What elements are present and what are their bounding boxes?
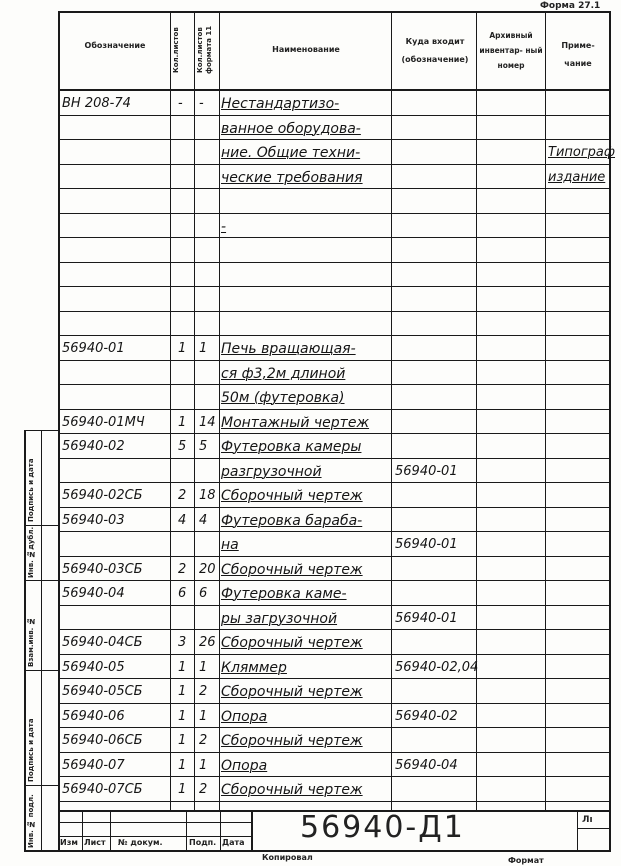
- stamp-col-4: [220, 810, 221, 850]
- row-line: [58, 727, 611, 728]
- row-sheets: 3: [178, 635, 187, 650]
- row-where: 56940-01: [395, 537, 458, 552]
- row-sheets: -: [178, 96, 183, 111]
- row-designation: 56940-05СБ: [62, 684, 143, 699]
- row-name: на: [221, 537, 239, 553]
- row-designation: 56940-02СБ: [62, 488, 143, 503]
- stamp-dokum: № докум.: [118, 838, 163, 847]
- header-sheets-count: Кол.листов: [172, 27, 180, 73]
- side-strip-sep-4: [24, 785, 58, 786]
- row-format: 2: [199, 733, 208, 748]
- side-label-podpis-data-bottom: Подпись и дата: [27, 718, 35, 782]
- stamp-list: Лист: [84, 838, 106, 847]
- row-name: ческие требования: [221, 170, 363, 186]
- stamp-col-1: [82, 810, 83, 850]
- row-note: издание: [548, 170, 606, 185]
- row-line: [58, 654, 611, 655]
- row-line: [58, 409, 611, 410]
- side-strip-sep-1: [24, 525, 58, 526]
- col-sep-5: [476, 11, 477, 811]
- row-line: [58, 311, 611, 312]
- stamp-mid-1: [58, 822, 252, 823]
- row-sheets: 1: [178, 709, 187, 724]
- row-name: Кляммер: [221, 660, 287, 676]
- stamp-col-2: [110, 810, 111, 850]
- row-name: -: [221, 219, 227, 235]
- row-designation: 56940-02: [62, 439, 125, 454]
- row-name: Сборочный чертеж: [221, 488, 363, 504]
- row-line: [58, 703, 611, 704]
- row-name: ры загрузочной: [221, 611, 338, 627]
- row-line: [58, 458, 611, 459]
- side-label-inv-dubl: Инв. №дубл.: [27, 526, 35, 578]
- row-line: [58, 752, 611, 753]
- row-format: 14: [199, 415, 216, 430]
- row-designation: 56940-05: [62, 660, 125, 675]
- header-line: [58, 89, 611, 91]
- row-format: 2: [199, 782, 208, 797]
- row-designation: 56940-06: [62, 709, 125, 724]
- col-sep-3: [219, 11, 220, 811]
- row-where: 56940-01: [395, 611, 458, 626]
- row-line: [58, 507, 611, 508]
- row-line: [58, 776, 611, 777]
- frame-left: [58, 11, 60, 851]
- row-line: [58, 139, 611, 140]
- col-sep-4: [391, 11, 392, 811]
- row-where: 56940-02,04: [395, 660, 479, 675]
- row-line: [58, 433, 611, 434]
- row-note: Типограф: [548, 145, 616, 160]
- row-format: 1: [199, 341, 208, 356]
- header-designation: Обозначение: [84, 41, 146, 50]
- row-line: [58, 801, 611, 802]
- row-designation: 56940-03СБ: [62, 562, 143, 577]
- header-archive-no: Архивный инвентар- ный номер: [479, 31, 543, 70]
- header-note: Приме- чание: [561, 41, 595, 68]
- document-code: 56940-Д1: [300, 810, 465, 845]
- row-designation: 56940-04СБ: [62, 635, 143, 650]
- row-line: [58, 188, 611, 189]
- row-designation: 56940-03: [62, 513, 125, 528]
- row-name: Футеровка бараба-: [221, 513, 363, 529]
- stamp-data: Дата: [222, 838, 245, 847]
- row-sheets: 2: [178, 488, 187, 503]
- header-where-used: Куда входит (обозначение): [401, 37, 469, 64]
- row-line: [58, 556, 611, 557]
- row-designation: 56940-07: [62, 758, 125, 773]
- row-name: Футеровка камеры: [221, 439, 362, 455]
- header-name: Наименование: [272, 45, 340, 54]
- row-sheets: 6: [178, 586, 187, 601]
- frame-bottom: [24, 850, 611, 852]
- row-sheets: 1: [178, 415, 187, 430]
- row-line: [58, 262, 611, 263]
- row-name: ванное оборудова-: [221, 121, 361, 137]
- stamp-col-6: [577, 810, 578, 850]
- row-designation: 56940-04: [62, 586, 125, 601]
- row-sheets: 1: [178, 782, 187, 797]
- row-format: 18: [199, 488, 216, 503]
- row-line: [58, 605, 611, 606]
- row-name: Футеровка каме-: [221, 586, 347, 602]
- col-sep-1: [170, 11, 171, 811]
- row-designation: 56940-07СБ: [62, 782, 143, 797]
- stamp-col-3: [186, 810, 187, 850]
- row-name: Сборочный чертеж: [221, 635, 363, 651]
- row-name: Нестандартизо-: [221, 96, 340, 112]
- row-format: 5: [199, 439, 208, 454]
- row-where: 56940-01: [395, 464, 458, 479]
- row-sheets: 1: [178, 684, 187, 699]
- row-name: 50м (футеровка): [221, 390, 345, 406]
- row-line: [58, 384, 611, 385]
- row-sheets: 4: [178, 513, 187, 528]
- footer-format: Формат: [508, 856, 544, 865]
- frame-top: [58, 11, 611, 13]
- side-label-inv-podl: Инв. № подл.: [27, 794, 35, 848]
- stamp-izm: Изм: [60, 838, 78, 847]
- row-designation: ВН 208-74: [62, 96, 131, 111]
- row-format: 1: [199, 660, 208, 675]
- row-line: [58, 213, 611, 214]
- row-sheets: 1: [178, 660, 187, 675]
- row-line: [58, 237, 611, 238]
- col-sep-6: [545, 11, 546, 811]
- row-name: ся ф3,2м длиной: [221, 366, 346, 382]
- side-strip-mid: [41, 430, 42, 851]
- row-where: 56940-04: [395, 758, 458, 773]
- row-line: [58, 286, 611, 287]
- stamp-list-corner: Лı: [582, 815, 593, 825]
- side-label-vzam-inv: Взам.инв. №: [27, 617, 35, 667]
- row-designation: 56940-01МЧ: [62, 415, 145, 430]
- row-line: [58, 678, 611, 679]
- stamp-podp: Подп.: [189, 838, 217, 847]
- side-strip-sep-3: [24, 670, 58, 671]
- form-label: Форма 27.1: [540, 1, 601, 11]
- row-sheets: 5: [178, 439, 187, 454]
- col-sep-2: [194, 11, 195, 811]
- side-strip-sep-2: [24, 580, 58, 581]
- side-strip-left: [24, 430, 26, 851]
- row-name: разгрузочной: [221, 464, 322, 480]
- row-format: 6: [199, 586, 208, 601]
- row-format: 1: [199, 758, 208, 773]
- row-format: 26: [199, 635, 216, 650]
- row-where: 56940-02: [395, 709, 458, 724]
- footer-copied: Копировал: [262, 853, 313, 862]
- row-line: [58, 360, 611, 361]
- row-sheets: 1: [178, 758, 187, 773]
- row-sheets: 1: [178, 733, 187, 748]
- row-line: [58, 629, 611, 630]
- stamp-corner-line: [577, 828, 610, 829]
- row-name: ние. Общие техни-: [221, 145, 361, 161]
- row-name: Монтажный чертеж: [221, 415, 370, 431]
- row-name: Сборочный чертеж: [221, 733, 363, 749]
- row-sheets: 2: [178, 562, 187, 577]
- row-line: [58, 482, 611, 483]
- header-format-count: Кол.листов формата 11: [196, 25, 213, 75]
- row-designation: 56940-01: [62, 341, 125, 356]
- row-line: [58, 164, 611, 165]
- side-strip-top: [24, 430, 58, 431]
- row-sheets: 1: [178, 341, 187, 356]
- row-line: [58, 580, 611, 581]
- row-line: [58, 115, 611, 116]
- row-designation: 56940-06СБ: [62, 733, 143, 748]
- stamp-col-5: [251, 810, 253, 850]
- row-name: Сборочный чертеж: [221, 562, 363, 578]
- row-format: 4: [199, 513, 208, 528]
- row-line: [58, 531, 611, 532]
- row-format: -: [199, 96, 204, 111]
- row-format: 20: [199, 562, 216, 577]
- row-name: Сборочный чертеж: [221, 782, 363, 798]
- stamp-mid-2: [58, 836, 252, 837]
- side-label-podpis-data-top: Подпись и дата: [27, 458, 35, 522]
- row-name: Опора: [221, 709, 268, 725]
- row-name: Опора: [221, 758, 268, 774]
- row-format: 2: [199, 684, 208, 699]
- row-format: 1: [199, 709, 208, 724]
- row-name: Сборочный чертеж: [221, 684, 363, 700]
- row-line: [58, 335, 611, 336]
- row-name: Печь вращающая-: [221, 341, 356, 357]
- frame-right: [609, 11, 611, 851]
